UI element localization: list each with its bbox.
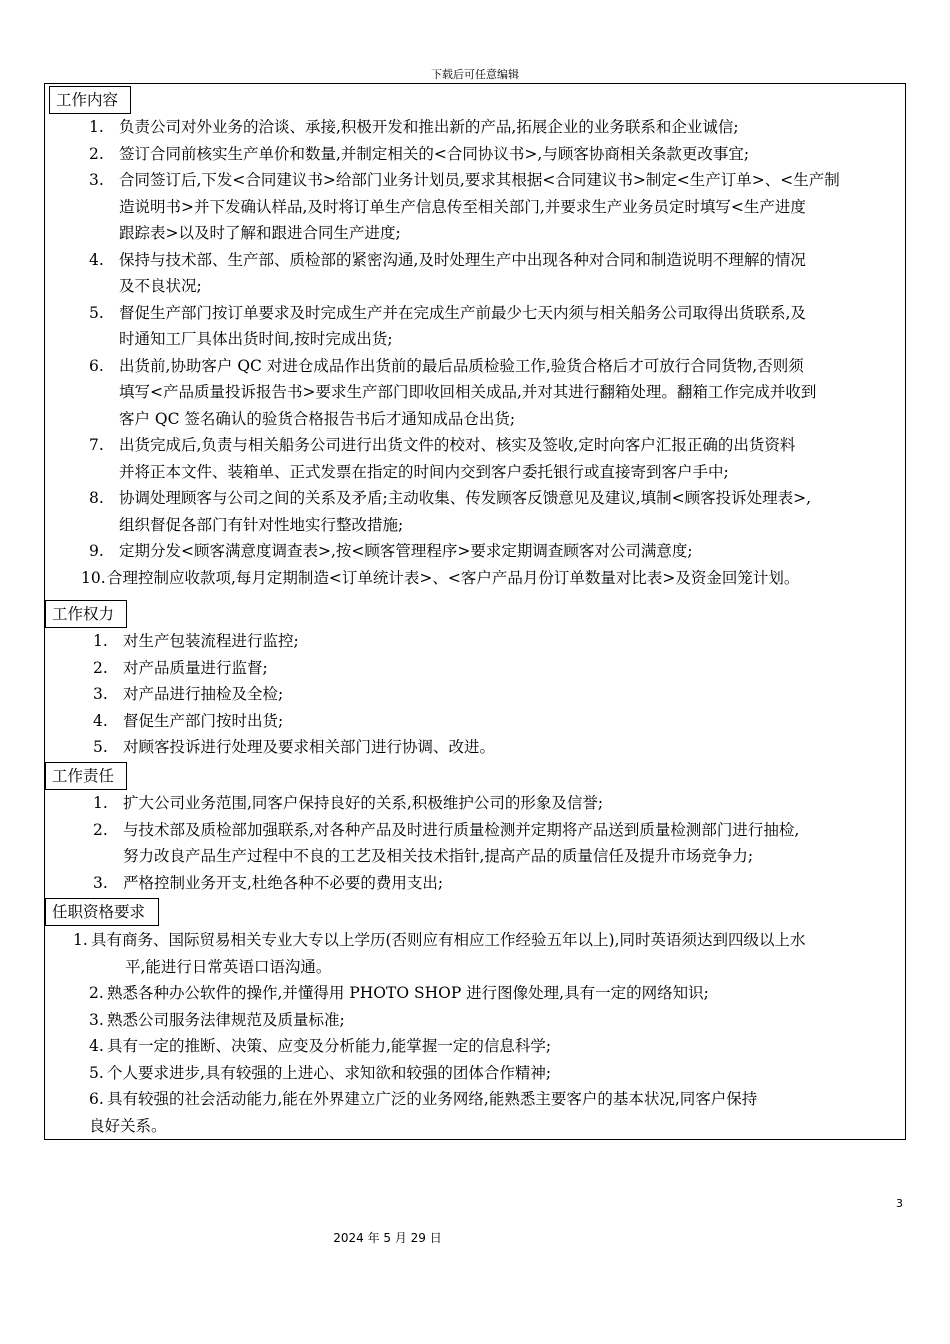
item-number: 8. (89, 489, 104, 507)
item-text: 合同签订后,下发<合同建议书>给部门业务计划员,要求其根据<合同建议书>制定<生产订单>、<生产制 (119, 171, 840, 189)
item-text: 合理控制应收款项,每月定期制造<订单统计表>、<客户产品月份订单数量对比表>及资金回笼计划。 (107, 568, 800, 587)
item-number: 9. (89, 542, 104, 560)
item-number: 5. (93, 738, 108, 756)
item-text: 对生产包装流程进行监控; (123, 632, 299, 650)
item-text: 填写<产品质量投诉报告书>要求生产部门即收回相关成品,并对其进行翻箱处理。翻箱工作完成并收到 (119, 383, 817, 401)
item-number: 3. (93, 685, 108, 703)
item-text: 努力改良产品生产过程中不良的工艺及相关技术指针,提高产品的质量信任及提升市场竞争力; (123, 847, 754, 865)
item-text: 熟悉各种办公软件的操作,并懂得用 PHOTO SHOP 进行图像处理,具有一定的网络知识; (107, 984, 709, 1002)
item-text: 组织督促各部门有针对性地实行整改措施; (119, 515, 404, 534)
item-number: 7. (89, 436, 104, 454)
item-text: 督促生产部门按订单要求及时完成生产并在完成生产前最少七天内须与相关船务公司取得出货联系,及 (119, 303, 806, 322)
item-number: 1. (73, 931, 88, 949)
item-text: 熟悉公司服务法律规范及质量标准; (107, 1010, 345, 1029)
item-text: 出货前,协助客户 QC 对进仓成品作出货前的最后品质检验工作,验货合格后才可放行合同货物,否则须 (119, 356, 804, 375)
item-text: 签订合同前核实生产单价和数量,并制定相关的<合同协议书>,与顾客协商相关条款更改事宜; (119, 144, 750, 163)
section-title-qualifications: 任职资格要求 (45, 898, 159, 926)
item-number: 1. (89, 118, 104, 136)
item-text: 出货完成后,负责与相关船务公司进行出货文件的校对、核实及签收,定时向客户汇报正确的出货资料 (119, 436, 796, 454)
item-text: 时通知工厂具体出货时间,按时完成出货; (119, 330, 393, 348)
item-text: 保持与技术部、生产部、质检部的紧密沟通,及时处理生产中出现各种对合同和制造说明不理解的情况 (119, 250, 806, 269)
item-text: 及不良状况; (119, 277, 202, 295)
section-title-work-responsibility: 工作责任 (45, 762, 127, 790)
header-note: 下载后可任意编辑 (431, 68, 519, 81)
item-number: 5. (89, 303, 104, 322)
item-number: 2. (93, 658, 108, 677)
item-text: 严格控制业务开支,杜绝各种不必要的费用支出; (123, 873, 444, 892)
section-title-work-content: 工作内容 (49, 86, 131, 114)
item-number: 10. (81, 568, 106, 587)
item-number: 6. (89, 1090, 104, 1108)
item-number: 6. (89, 356, 104, 375)
item-text: 对顾客投诉进行处理及要求相关部门进行协调、改进。 (123, 738, 496, 756)
item-number: 2. (93, 820, 108, 839)
item-number: 2. (89, 984, 104, 1002)
item-text: 个人要求进步,具有较强的上进心、求知欲和较强的团体合作精神; (107, 1063, 552, 1082)
item-number: 4. (93, 711, 108, 730)
item-text: 具有较强的社会活动能力,能在外界建立广泛的业务网络,能熟悉主要客户的基本状况,同客户保持 (107, 1090, 758, 1108)
item-number: 1. (93, 632, 108, 650)
item-number: 3. (93, 873, 108, 892)
item-number: 5. (89, 1063, 104, 1082)
item-text: 与技术部及质检部加强联系,对各种产品及时进行质量检测并定期将产品送到质量检测部门进行抽检, (123, 820, 800, 839)
document-frame (44, 83, 906, 1140)
item-text: 负责公司对外业务的洽谈、承接,积极开发和推出新的产品,拓展企业的业务联系和企业诚信; (119, 118, 739, 136)
item-number: 1. (93, 794, 108, 812)
item-text: 良好关系。 (89, 1116, 167, 1135)
item-text: 平,能进行日常英语口语沟通。 (125, 957, 332, 976)
footer-date: 2024 年 5 月 29 日 (333, 1231, 442, 1245)
item-text: 定期分发<顾客满意度调查表>,按<顾客管理程序>要求定期调查顾客对公司满意度; (119, 542, 693, 560)
item-text: 客户 QC 签名确认的验货合格报告书后才通知成品仓出货; (119, 409, 516, 428)
item-text: 造说明书>并下发确认样品,及时将订单生产信息传至相关部门,并要求生产业务员定时填写<生产进度 (119, 197, 806, 216)
item-text: 督促生产部门按时出货; (123, 711, 284, 730)
item-number: 4. (89, 1037, 104, 1055)
item-text: 扩大公司业务范围,同客户保持良好的关系,积极维护公司的形象及信誉; (123, 794, 604, 812)
item-text: 跟踪表>以及时了解和跟进合同生产进度; (119, 224, 401, 242)
item-number: 3. (89, 171, 104, 189)
item-text: 协调处理顾客与公司之间的关系及矛盾;主动收集、传发顾客反馈意见及建议,填制<顾客投诉处理表>, (119, 489, 812, 507)
section-title-work-authority: 工作权力 (45, 600, 127, 628)
item-text: 对产品质量进行监督; (123, 658, 268, 677)
item-text: 具有商务、国际贸易相关专业大专以上学历(否则应有相应工作经验五年以上),同时英语须达到四级以上水 (91, 931, 806, 949)
item-number: 3. (89, 1010, 104, 1029)
item-number: 2. (89, 144, 104, 163)
page-number: 3 (896, 1197, 903, 1210)
item-number: 4. (89, 250, 104, 269)
item-text: 对产品进行抽检及全检; (123, 685, 284, 703)
item-text: 具有一定的推断、决策、应变及分析能力,能掌握一定的信息科学; (107, 1037, 552, 1055)
item-text: 并将正本文件、装箱单、正式发票在指定的时间内交到客户委托银行或直接寄到客户手中; (119, 462, 729, 481)
